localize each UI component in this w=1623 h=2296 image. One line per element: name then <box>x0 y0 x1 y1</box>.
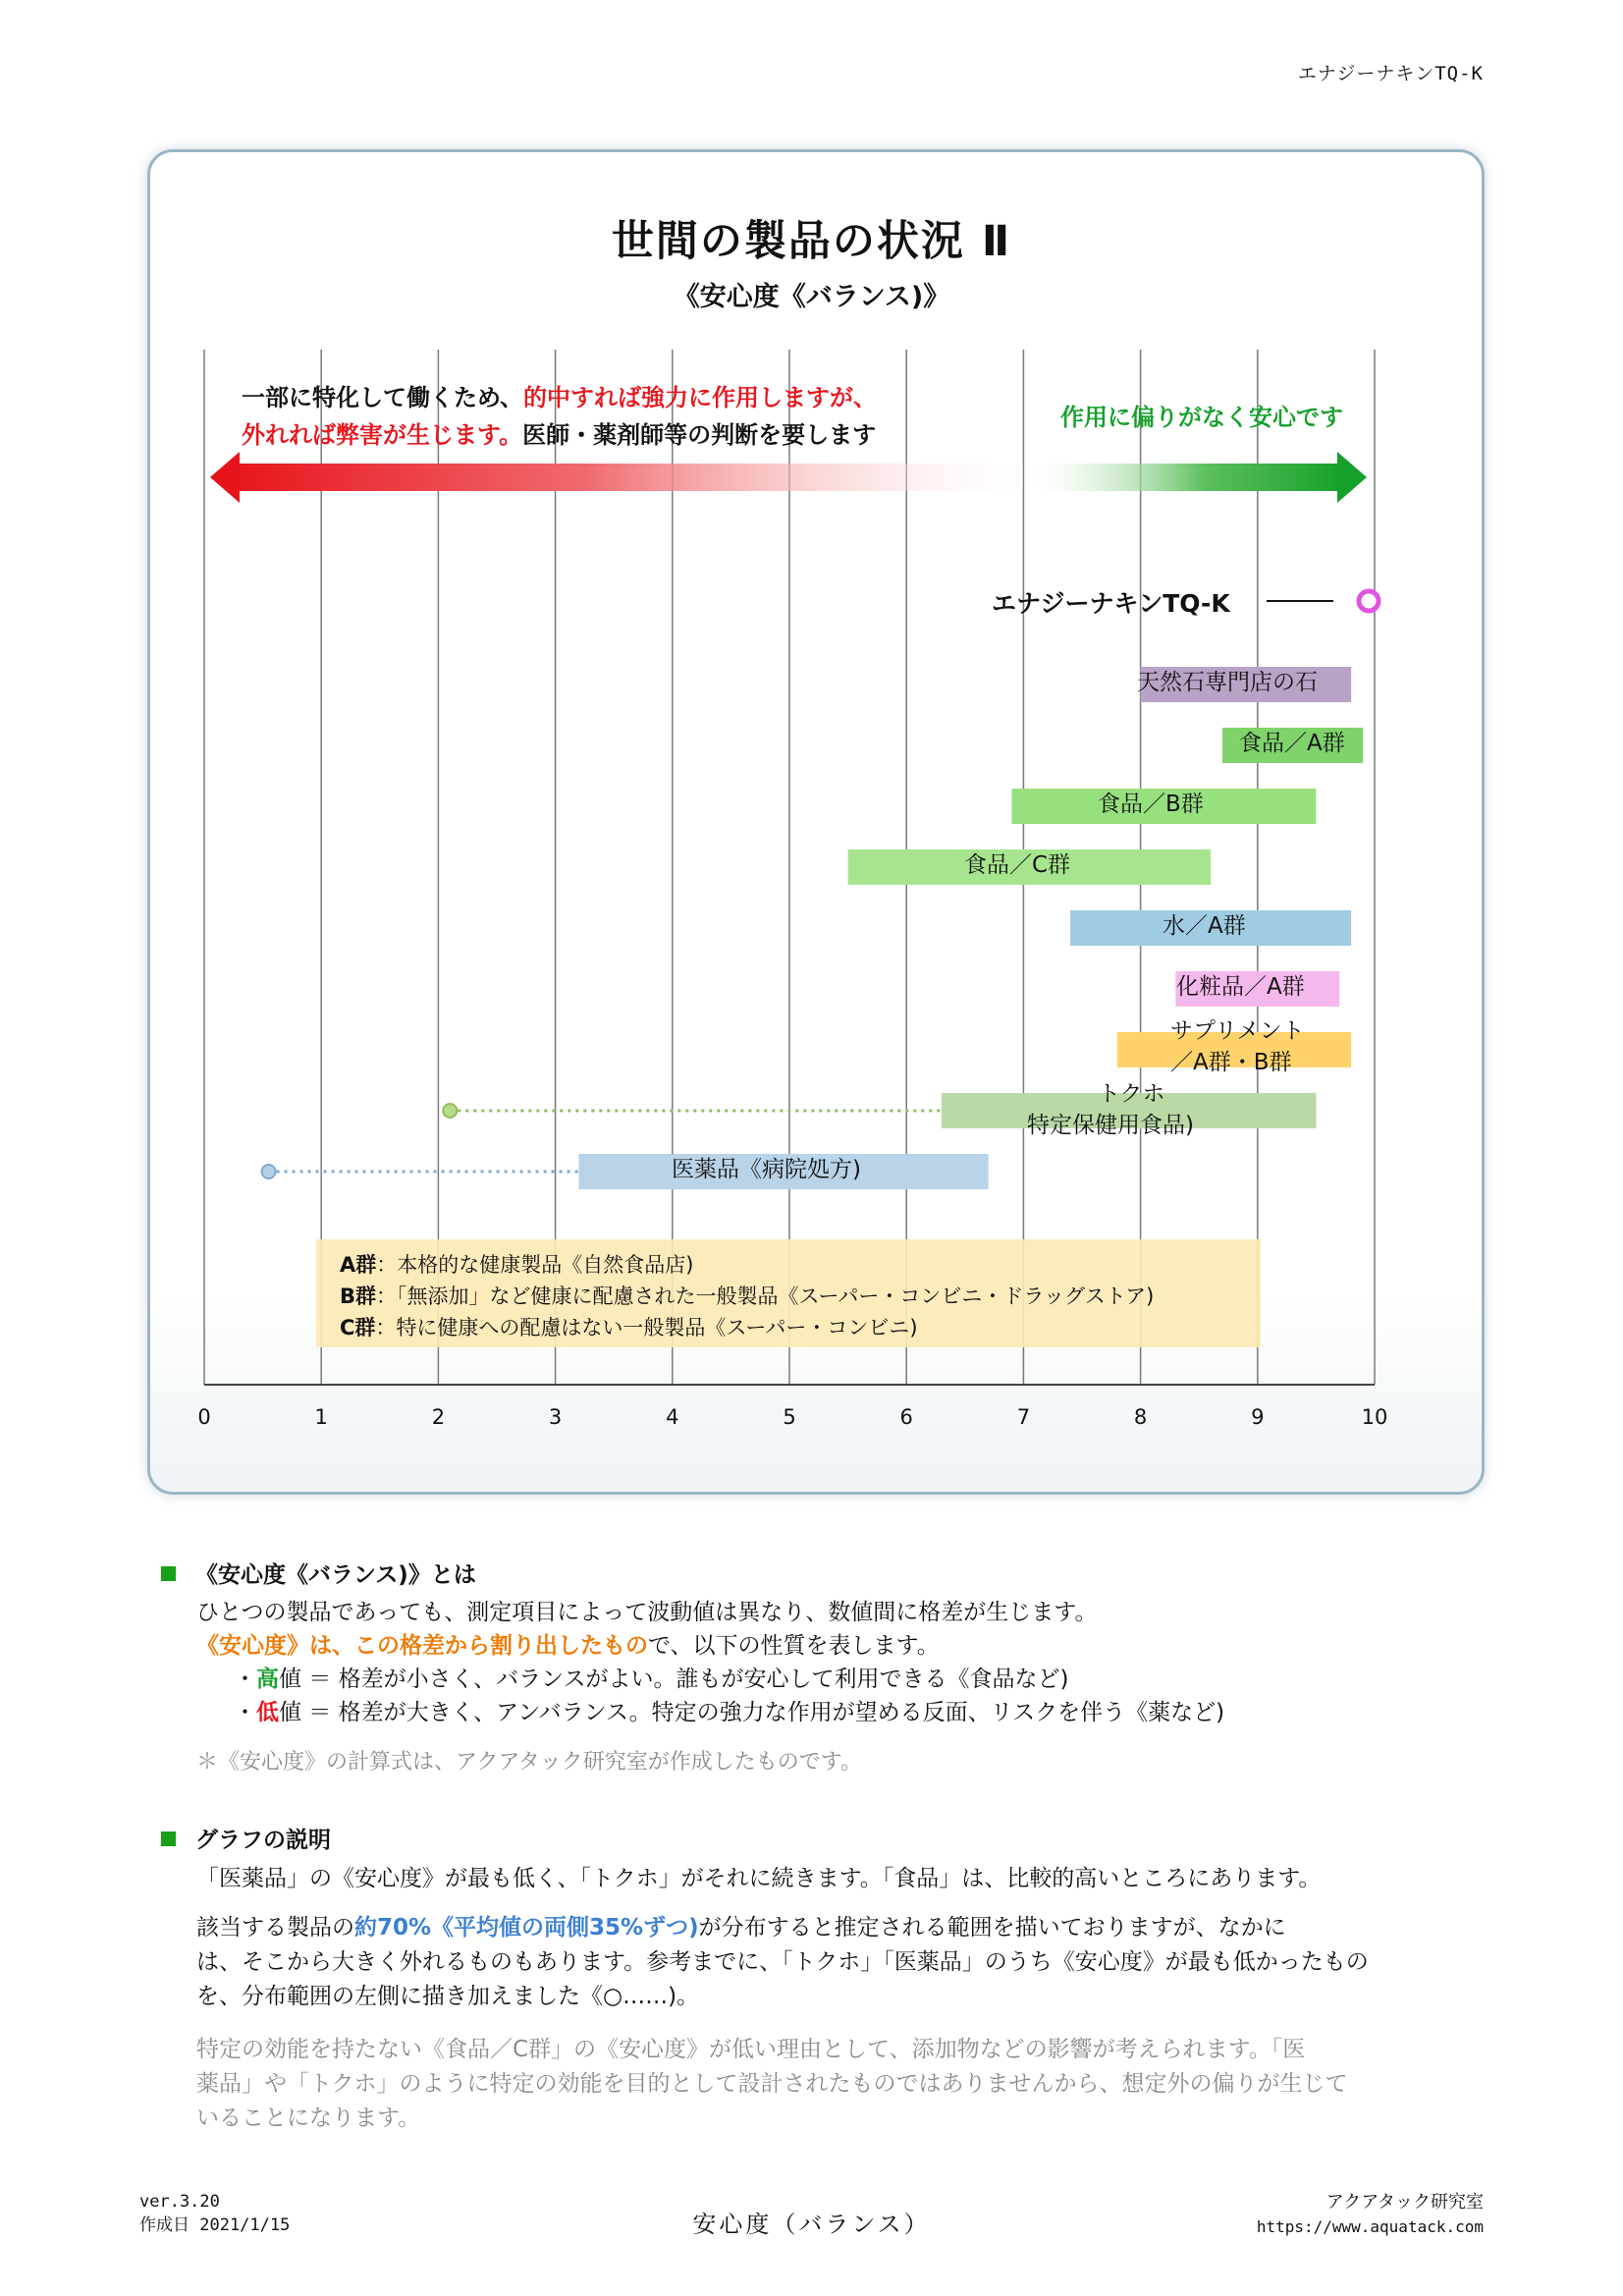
bar-label-supplement-line2: ／A群・B群 <box>1170 1050 1292 1075</box>
left-note <box>242 379 877 454</box>
header-product-name: エナジーナキンTQ-K <box>1297 63 1484 84</box>
section1-high-line <box>196 1663 1224 1696</box>
x-tick-label-7: 7 <box>1016 1405 1031 1429</box>
outlier-point-7 <box>443 1104 457 1118</box>
section2-p2-line2: は、そこから大きく外れるものもあります。参考までに、「トクホ」「医薬品」のうち《安心度》が最も低かったもの <box>196 1949 1369 1975</box>
bar-label-supplement <box>1170 1015 1305 1078</box>
left-note-line2-red: 外れれば弊害が生じます。 <box>242 421 523 449</box>
bar-label-tokuho <box>1027 1078 1194 1141</box>
section2-p2-line3: を、分布範囲の左側に描き加えました《○……)。 <box>196 1984 700 2009</box>
red-arrow-shaft <box>228 464 1023 491</box>
section2-p2-b: が分布すると推定される範囲を描いておりますが、なかに <box>698 1915 1286 1941</box>
legend-text-c: ：特に健康への配慮はない一般製品《スーパー・コンビニ) <box>375 1316 918 1339</box>
section1-low-text: 値 ＝ 格差が大きく、アンバランス。特定の強力な作用が望める反面、リスクを伴う《薬など) <box>279 1700 1225 1725</box>
x-tick-label-3: 3 <box>548 1405 563 1429</box>
outlier-point-8 <box>262 1165 276 1178</box>
left-note-line1-plain: 一部に特化して働くため、 <box>242 384 524 411</box>
direction-arrows <box>210 452 1367 503</box>
legend-text-a: ：本格的な健康製品《自然食品店) <box>376 1253 694 1277</box>
section2-p2-a: 該当する製品の <box>196 1915 354 1941</box>
section1-line2-plain: で、以下の性質を表します。 <box>648 1633 940 1659</box>
section2-p3 <box>196 2033 1348 2136</box>
section2-p2 <box>196 1911 1369 2014</box>
green-arrow-head <box>1337 452 1367 503</box>
section1-bullet-icon <box>161 1566 176 1581</box>
marker-label: エナジーナキンTQ-K <box>992 589 1230 618</box>
footer-org-name: アクアタック研究室 <box>1325 2192 1484 2213</box>
right-note: 作用に偏りがなく安心です <box>1060 404 1343 431</box>
section1-body <box>196 1596 1224 1729</box>
bar-label-medicine: 医薬品《病院処方) <box>672 1157 861 1182</box>
section1-heading-text: 《安心度《バランス)》とは <box>195 1562 476 1588</box>
bar-label-cosmetics-a: 化粧品／A群 <box>1176 974 1305 1000</box>
footer-url-link[interactable]: https://www.aquatack.com <box>1256 2217 1484 2236</box>
footer-version: ver.3.20 <box>139 2192 220 2212</box>
left-note-line1-red: 的中すれば強力に作用しますが、 <box>523 384 878 411</box>
bar-label-tokuho-line2: 特定保健用食品) <box>1027 1113 1194 1138</box>
section2-bullet-icon <box>161 1831 176 1846</box>
marker-point <box>1359 591 1379 611</box>
section2-p3-line3: いることになります。 <box>196 2105 421 2131</box>
legend <box>340 1249 1154 1343</box>
x-tick-label-8: 8 <box>1133 1405 1148 1429</box>
x-tick-label-1: 1 <box>314 1405 328 1429</box>
x-tick-label-2: 2 <box>431 1405 446 1429</box>
section2-heading-text: グラフの説明 <box>195 1828 331 1853</box>
section1-high-text: 値 ＝ 格差が小さく、バランスがよい。誰もが安心して利用できる《食品など) <box>279 1667 1069 1692</box>
left-note-line2-plain: 医師・薬剤師等の判断を要します <box>522 421 877 449</box>
section1-low-word: 低 <box>256 1700 279 1725</box>
bar-label-tokuho-line1: トクホ <box>1098 1081 1165 1107</box>
bar-label-food-c: 食品／C群 <box>964 852 1071 878</box>
section2-p2-blue: 約70%《平均値の両側35%ずつ) <box>354 1915 699 1941</box>
bar-label-water-a: 水／A群 <box>1163 913 1246 939</box>
bar-label-stone: 天然石専門店の石 <box>1137 670 1318 695</box>
x-tick-label-9: 9 <box>1251 1405 1265 1429</box>
footer-org-block <box>1257 2190 1484 2239</box>
footer-page-title: 安心度（バランス） <box>692 2211 931 2238</box>
section1-low-line <box>196 1696 1224 1729</box>
bar-label-food-a: 食品／A群 <box>1239 731 1345 756</box>
footer-created-date: 作成日 2021/1/15 <box>139 2215 291 2235</box>
bar-label-supplement-line1: サプリメント <box>1170 1018 1305 1044</box>
legend-group-c: C群 <box>340 1316 376 1339</box>
legend-group-a: A群 <box>340 1253 377 1277</box>
x-tick-label-5: 5 <box>783 1405 796 1429</box>
legend-text-b: ：「無添加」など健康に配慮された一般製品《スーパー・コンビニ・ドラッグストア) <box>376 1285 1155 1308</box>
section2-p1: 「医薬品」の《安心度》が最も低く、「トクホ」がそれに続きます。「食品」は、比較的高いところにあります。 <box>196 1866 1322 1891</box>
legend-group-b: B群 <box>340 1285 377 1308</box>
x-ticks <box>197 1405 1387 1429</box>
legend-row-a <box>340 1249 1154 1281</box>
bar-label-food-b: 食品／B群 <box>1098 792 1204 817</box>
chart-title: 世間の製品の状況 Ⅱ <box>611 217 1012 266</box>
green-arrow-shaft <box>1033 464 1347 491</box>
legend-row-c <box>340 1312 1154 1343</box>
x-tick-label-10: 10 <box>1361 1405 1388 1429</box>
section2-p3-line1: 特定の効能を持たない《食品／C群」の《安心度》が低い理由として、添加物などの影響が考えられます。「医 <box>196 2037 1306 2062</box>
chart-subtitle: 《安心度《バランス)》 <box>673 282 950 312</box>
section1-line1: ひとつの製品であっても、測定項目によって波動値は異なり、数値間に格差が生じます。 <box>196 1600 1098 1625</box>
section1-line2-orange: 《安心度》は、この格差から割り出したもの <box>196 1633 648 1659</box>
section1-low-bullet: ・ <box>234 1700 256 1725</box>
marker <box>1359 591 1379 611</box>
legend-row-b <box>340 1281 1154 1312</box>
red-arrow-head <box>210 452 240 503</box>
section1-note: ＊《安心度》の計算式は、アクアタック研究室が作成したものです。 <box>196 1750 863 1775</box>
section1-high-bullet: ・ <box>234 1667 256 1692</box>
section1-high-word: 高 <box>256 1667 279 1692</box>
x-tick-label-6: 6 <box>899 1405 913 1429</box>
section2-p3-line2: 薬品」や「トクホ」のように特定の効能を目的として設計されたものではありませんから、想定外の偏りが生じて <box>196 2071 1348 2097</box>
x-tick-label-4: 4 <box>666 1405 679 1429</box>
section2-p2-line1 <box>196 1911 1369 1945</box>
section2-heading <box>161 1822 331 1854</box>
section1-line2 <box>196 1629 1224 1663</box>
x-tick-label-0: 0 <box>197 1405 211 1429</box>
section1-heading <box>161 1557 476 1589</box>
